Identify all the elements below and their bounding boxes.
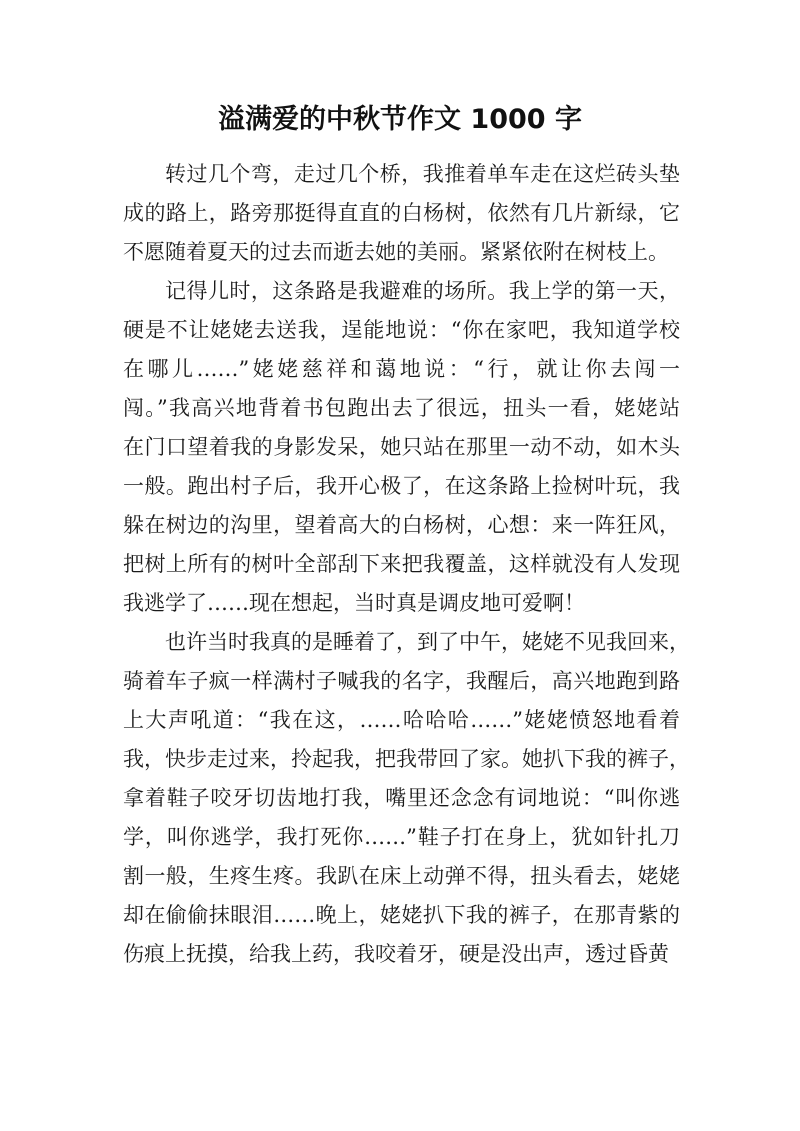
text-line: 转过几个弯，走过几个桥，我推着单车走在这烂砖头垫: [165, 162, 680, 186]
text-line: 在门口望着我的身影发呆，她只站在那里一动不动，如木头: [123, 435, 680, 459]
text-line: 却在偷偷抹眼泪……晚上，姥姥扒下我的裤子，在那青紫的: [123, 903, 680, 927]
text-line: 成的路上，路旁那挺得直直的白杨树，依然有几片新绿，它: [123, 201, 680, 225]
text-line: 硬是不让姥姥去送我，逞能地说：“你在家吧，我知道学校: [123, 318, 680, 342]
document-title: 溢满爱的中秋节作文 1000 字: [218, 104, 582, 135]
text-line: 把树上所有的树叶全部刮下来把我覆盖，这样就没有人发现: [123, 552, 680, 576]
text-line: 上大声吼道：“我在这，……哈哈哈……”姥姥愤怒地看着: [123, 708, 680, 732]
text-line: 也许当时我真的是睡着了，到了中午，姥姥不见我回来，: [165, 630, 690, 654]
text-line: 一般。跑出村子后，我开心极了，在这条路上捡树叶玩，我: [123, 474, 680, 498]
text-line: 割一般，生疼生疼。我趴在床上动弹不得，扭头看去，姥姥: [123, 864, 680, 888]
document-body: [123, 155, 690, 974]
text-line: 拿着鞋子咬牙切齿地打我，嘴里还念念有词地说：“叫你逃: [123, 786, 680, 810]
text-line: 躲在树边的沟里，望着高大的白杨树，心想：来一阵狂风，: [123, 513, 680, 537]
text-line: 伤痕上抚摸，给我上药，我咬着牙，硬是没出声，透过昏黄: [123, 942, 669, 966]
paragraph: [123, 623, 690, 974]
text-line: 我逃学了……现在想起，当时真是调皮地可爱啊！: [123, 591, 585, 615]
text-line: 记得儿时，这条路是我避难的场所。我上学的第一天，: [165, 279, 680, 303]
text-line: 在哪儿……”姥姥慈祥和蔼地说：“行，就让你去闯一: [123, 357, 680, 381]
paragraph: [123, 155, 680, 272]
text-line: 不愿随着夏天的过去而逝去她的美丽。紧紧依附在树枝上。: [123, 240, 669, 264]
paragraph: [123, 272, 680, 623]
text-line: 学，叫你逃学，我打死你……”鞋子打在身上，犹如针扎刀: [123, 825, 680, 849]
text-line: 闯。”我高兴地背着书包跑出去了很远，扭头一看，姥姥站: [123, 396, 680, 420]
text-line: 骑着车子疯一样满村子喊我的名字，我醒后，高兴地跑到路: [123, 669, 680, 693]
text-line: 我，快步走过来，拎起我，把我带回了家。她扒下我的裤子，: [123, 747, 690, 771]
